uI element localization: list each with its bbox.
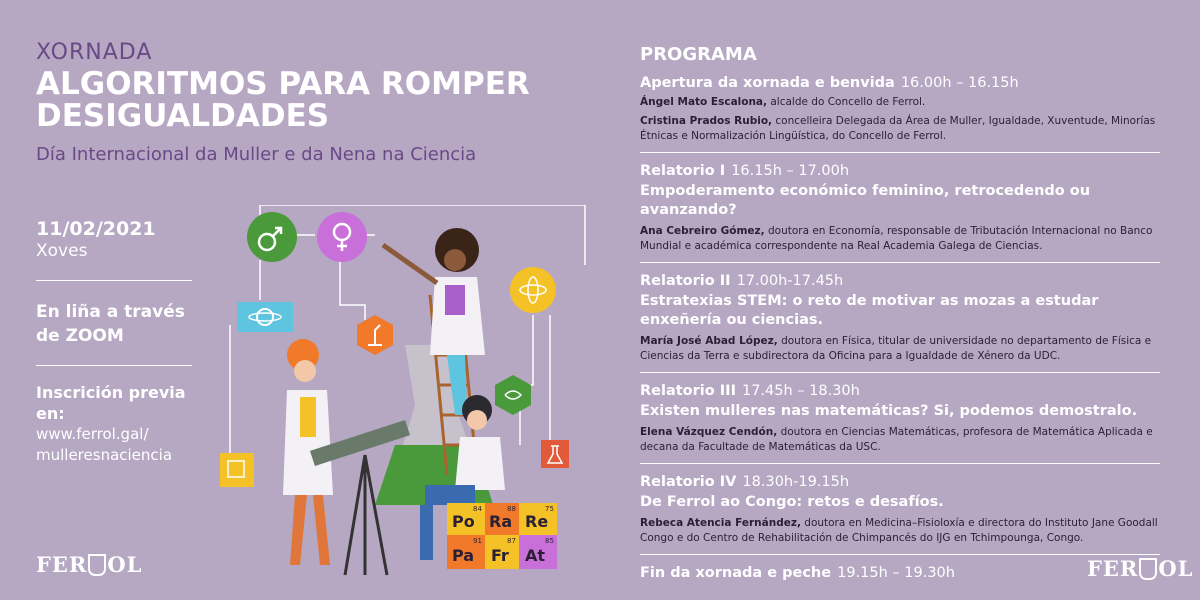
session-item (640, 159, 1160, 263)
element-number: 75 (545, 505, 554, 513)
program (640, 44, 1160, 595)
periodic-blocks (447, 503, 557, 569)
element-fr: Fr (491, 546, 509, 565)
speaker-desc: doutora en Economía, responsable de Tributación Internacional no Banco Mundial e académica correspondente na Real Academia Galega de Ciencias. (640, 225, 1153, 252)
session-time: 16.00h – 16.15h (900, 75, 1019, 91)
speaker (640, 224, 1160, 254)
session-topic: De Ferrol ao Congo: retos e desafíos. (640, 494, 944, 510)
ferrol-logo (36, 552, 142, 577)
atom-icon (510, 267, 556, 313)
title-line-1: ALGORITMOS PARA ROMPER (36, 66, 530, 102)
crest-icon (88, 554, 106, 576)
element-at: At (525, 546, 546, 565)
session-time: 18.30h-19.15h (742, 474, 850, 490)
session-topic: Empoderamento económico feminino, retrocedendo ou avanzando? (640, 183, 1091, 218)
science-illustration (215, 205, 615, 585)
session-list (640, 71, 1160, 589)
logo-text-right: OL (1158, 556, 1194, 581)
speaker-name: Rebeca Atencia Fernández, (640, 517, 801, 529)
session-header (640, 474, 1160, 490)
session-label: Relatorio I (640, 163, 726, 179)
female-symbol-icon (317, 212, 367, 262)
event-weekday: Xoves (36, 241, 88, 261)
pants (425, 485, 475, 505)
session-header (640, 383, 1160, 399)
shirt (445, 285, 465, 315)
session-header (640, 273, 1160, 289)
speaker (640, 334, 1160, 364)
logo-text-left: FER (36, 552, 88, 577)
divider (36, 365, 192, 366)
dna-icon (495, 375, 531, 415)
online-line-2: de ZOOM (36, 326, 124, 346)
speaker (640, 114, 1160, 144)
registration-url-line-1[interactable]: www.ferrol.gal/ (36, 425, 149, 443)
session-time: 17.45h – 18.30h (741, 383, 860, 399)
element-number: 91 (473, 537, 482, 545)
element-po: Po (452, 512, 475, 531)
shirt (300, 397, 316, 437)
event-date: 11/02/2021 (36, 218, 156, 240)
element-re: Re (525, 512, 549, 531)
session-label: Fin da xornada e peche (640, 565, 832, 581)
arm (383, 245, 437, 283)
speaker-name: Ana Cebreiro Gómez, (640, 225, 765, 237)
logo-text-left: FER (1087, 556, 1139, 581)
element-pa: Pa (452, 546, 475, 565)
element-number: 84 (473, 505, 482, 513)
planet-icon (237, 302, 293, 332)
speaker (640, 425, 1160, 455)
scientist-face (467, 410, 487, 430)
registration-label: Inscrición previa en: (36, 383, 186, 423)
session-label: Relatorio IV (640, 474, 737, 490)
speaker (640, 516, 1160, 546)
element-number: 85 (545, 537, 554, 545)
scientist-face (444, 249, 466, 271)
session-topic: Estratexias STEM: o reto de motivar as mozas a estudar enxeñería ou ciencias. (640, 293, 1099, 328)
event-title (36, 68, 596, 132)
element-ra: Ra (489, 512, 513, 531)
speaker-desc: doutora en Física, titular de universidade no departamento de Física e Ciencias da Terra e subdirectora da Oficina para a Igualdade de Xénero da UDC. (640, 335, 1152, 362)
session-item (640, 269, 1160, 373)
program-title: PROGRAMA (640, 44, 757, 65)
speaker-desc: doutora en Medicina–Fisioloxía e directora do Instituto Jane Goodall Congo e do Centro de Rehabilitación de Chimpancés do IJG en Tchimpounga, Congo. (640, 517, 1158, 544)
event-kicker: XORNADA (36, 40, 153, 65)
tripod (345, 455, 387, 575)
session-label: Relatorio III (640, 383, 736, 399)
online-line-1: En liña a través (36, 302, 185, 322)
logo-text-right: OL (107, 552, 143, 577)
session-header (640, 163, 1160, 179)
lab-coat (455, 437, 505, 490)
session-header (640, 565, 1160, 581)
online-info (36, 300, 206, 348)
pants (290, 495, 330, 565)
speaker-desc: doutora en Ciencias Matemáticas, profesora de Matemática Aplicada e decana da Facultade de Matemáticas da USC. (640, 426, 1153, 453)
title-line-2: DESIGUALDADES (36, 98, 330, 134)
registration-info (36, 382, 211, 466)
session-item (640, 379, 1160, 464)
session-label: Apertura da xornada e benvida (640, 75, 895, 91)
speaker-name: María José Abad López, (640, 335, 778, 347)
scientist-face (294, 360, 316, 382)
session-time: 16.15h – 17.00h (731, 163, 850, 179)
session-item (640, 470, 1160, 555)
session-label: Relatorio II (640, 273, 731, 289)
speaker-desc: concelleira Delegada da Área de Muller, Igualdade, Xuventude, Minorías Étnicas e Normalización Lingüística, do Concello de Ferrol. (640, 115, 1156, 142)
pants (420, 505, 433, 560)
speaker-name: Cristina Prados Rubio, (640, 115, 773, 127)
session-item (640, 71, 1160, 153)
speaker-name: Ángel Mato Escalona, (640, 96, 768, 108)
flask-icon (541, 440, 569, 468)
speaker (640, 95, 1160, 110)
session-topic: Existen mulleres nas matemáticas? Si, podemos demostralo. (640, 403, 1138, 419)
session-time: 19.15h – 19.30h (837, 565, 955, 581)
divider (36, 280, 192, 281)
element-number: 87 (507, 537, 516, 545)
speaker-name: Elena Vázquez Cendón, (640, 426, 778, 438)
session-time: 17.00h-17.45h (736, 273, 844, 289)
cube-icon (220, 453, 254, 487)
session-header (640, 75, 1160, 91)
element-number: 88 (507, 505, 516, 513)
event-subtitle: Día Internacional da Muller e da Nena na Ciencia (36, 144, 477, 165)
session-item (640, 561, 1160, 589)
speaker-desc: alcalde do Concello de Ferrol. (767, 96, 926, 108)
registration-url-line-2[interactable]: mulleresnaciencia (36, 446, 173, 464)
